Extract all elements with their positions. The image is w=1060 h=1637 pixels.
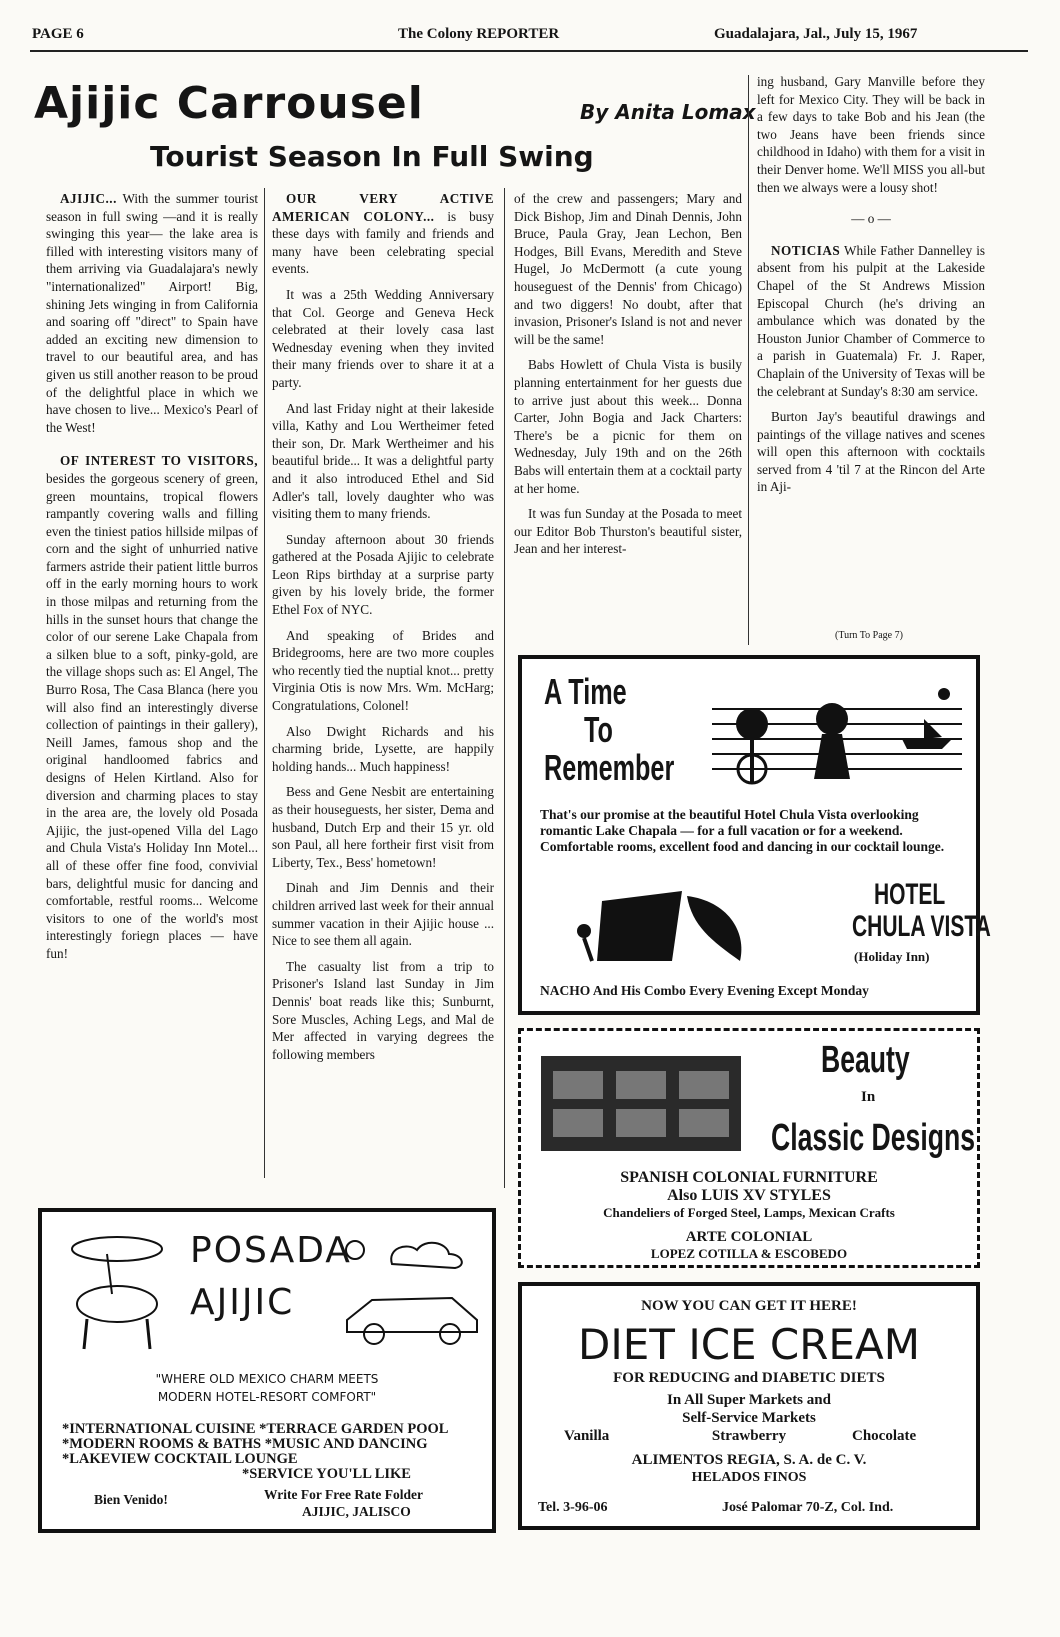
paragraph: Also Dwight Richards and his charming bride, Lysette, are happily holding hands... Much happiness!: [272, 723, 494, 774]
paragraph-text: is busy these days with family and friends and many have been celebrating special events.: [272, 208, 494, 277]
piano-illustration: [562, 881, 752, 971]
jump-line: (Turn To Page 7): [835, 630, 903, 641]
article-column-4: [757, 73, 985, 648]
column-rule: [748, 75, 749, 645]
holiday-inn-label: (Holiday Inn): [854, 949, 930, 964]
paragraph: [46, 452, 258, 962]
ad-body: [521, 1169, 977, 1262]
paragraph: [272, 190, 494, 278]
lead-in: AJIJIC...: [60, 191, 117, 206]
amenity-line: *LAKEVIEW COCKTAIL LOUNGE: [62, 1451, 298, 1467]
column-title: Ajijic Carrousel: [34, 78, 424, 129]
paragraph: The casualty list from a trip to Prisoner's Island last Sunday in Jim Dennis' boat reads like this; Sunburnt, Sore Muscles, Aching Legs, and Mal de Mer affected in varying degrees the following members: [272, 958, 494, 1062]
ad-body-text: That's our promise at the beautiful Hotel Chula Vista overlooking romantic Lake Chapala — for a full vacation or for a weekend. Comfortable rooms, excellent food and dancing in our cocktail lounge.: [540, 807, 945, 854]
paragraph: Babs Howlett of Chula Vista is busily planning entertainment for her guests due to arrive just about this week... Donna Carter, John Bogia and Jack Charters: There's be a picnic for them on Wednesday, July 19th and on the 26th Babs will entertain them at a cocktail party at her home.: [514, 357, 742, 496]
slogan-line: "WHERE OLD MEXICO CHARM MEETS: [155, 1372, 379, 1386]
article-column-1: [46, 190, 258, 1210]
paragraph-text: With the summer tourist season in full swing —and it is really swinging this year— the lake area is filled with interesting visitors many of them arriving via Guadalajara's newly "internationalized" Airport! Big, shining Jets winging in from California and soaring off "direct" to Spain have added an exciting new dimension to travel to our beautiful area, and has given us still another reason to be proud of the delightful place in which we have chosen to live... Mexico's Pearl of the West!: [46, 191, 258, 435]
paragraph: Burton Jay's beautiful drawings and paintings of the village natives and scenes will open this afternoon with cocktails served from 4 'til 7 at the Rincon del Arte in Aji-: [757, 409, 985, 495]
ad-line: In All Super Markets and: [667, 1392, 831, 1408]
paper-name: The Colony REPORTER: [398, 26, 560, 42]
article-column-2: [272, 190, 494, 1190]
ad-slogan: [42, 1370, 492, 1406]
rate-folder-offer: Write For Free Rate Folder: [264, 1487, 423, 1502]
ad-line: Self-Service Markets: [682, 1410, 816, 1426]
masthead-rule: [30, 50, 1028, 52]
flavor-vanilla: Vanilla: [564, 1428, 610, 1444]
ad-headline: Beauty: [821, 1039, 910, 1081]
paragraph: It was a 25th Wedding Anniversary that Col. George and Geneva Heck celebrated at their lovely casa last Wednesday evening when they invited their many friends over to share it at a party.: [272, 286, 494, 390]
ad-headline-connector: In: [861, 1089, 876, 1105]
paragraph: Bess and Gene Nesbit are entertaining as their houseguests, her sister, Dema and husband, Dutch Erp and their 15 yr. old son Paul, all here fortheir first visit from Liberty, Tex., Bess' hometown!: [272, 784, 494, 870]
subtitle: Tourist Season In Full Swing: [150, 140, 594, 173]
paragraph-text: While Father Dannelley is absent from his pulpit at the Lakeside Chapel of the St Andrews Mission Episcopal Church (he's driving an ambulance which was donated by the Houston Junior Chamber of Commerce to a parish in Guatemala) Fr. J. Raper, Chaplain of the University of Texas will be the celebrant at Sunday's 8:30 am service.: [757, 242, 985, 399]
ad-line: ARTE COLONIAL: [685, 1229, 813, 1245]
music-illustration: [702, 679, 972, 789]
company-tagline: HELADOS FINOS: [691, 1470, 807, 1485]
headline-line: Remember: [544, 747, 675, 788]
column-rule: [504, 188, 505, 1188]
car-illustration: [342, 1280, 482, 1350]
column-rule: [264, 188, 265, 1178]
ad-line: FOR REDUCING and DIABETIC DIETS: [613, 1370, 885, 1386]
welcome-text: Bien Venido!: [94, 1492, 168, 1507]
paragraph: ing husband, Gary Manville before they left for Mexico City. They will be back in a few days to take Bob and his Jean (the two Jeans have been friends since childhood in Idaho) with them for a visit in their Denver home. We'll MISS you all-but then we always were a lousy shot!: [757, 74, 985, 195]
hotel-name-line: AJIJIC: [190, 1282, 295, 1323]
page-number: PAGE 6: [32, 26, 84, 42]
ad-line: Also LUIS XV STYLES: [667, 1187, 831, 1204]
lead-in: NOTICIAS: [771, 242, 841, 258]
ad-kicker: NOW YOU CAN GET IT HERE!: [641, 1298, 857, 1314]
lead-in: OF INTEREST TO VISITORS,: [60, 453, 258, 469]
paragraph: Dinah and Jim Dennis and their children arrived last week for their annual summer vacation in their Ajijic house ... Nice to see them all again.: [272, 880, 494, 949]
section-separator: — o —: [851, 211, 891, 227]
hotel-name-line: POSADA: [190, 1230, 352, 1271]
sun-and-cloud-illustration: [337, 1228, 477, 1278]
byline: By Anita Lomax: [580, 100, 756, 124]
paragraph: It was fun Sunday at the Posada to meet our Editor Bob Thurston's beautiful sister, Jean and her interest-: [514, 506, 742, 557]
hotel-name: [852, 879, 1050, 943]
paragraph-text: besides the gorgeous scenery of green, green mountains, tropical flowers rampantly covering walls and filling even the tiniest patios hillside milpas of corn and the sight of unhurried native farmers astride their patient little burros off in the early morning hours to work in those milpas and returning from the hills in the sunset hours that change the color of our serene Lake Chapala from a silken blue to a soft, pinky-gold, are the village shops such as: El Angel, The Burro Rosa, The Casa Blanca (here you will also find an interestingly diverse collection of paintings in their gallery), Neill James, famous shop and the original handloomed fabrics and designs of Helen Kirtland. Also for diversion and charming places to stay in the area are, the lovely old Posada Ajijic, the just-opened Villa del Lago and Chula Vista's Holiday Inn Motel... all of these offer fine food, convivial bars, delightful music for dancing and comfortable, restful rooms... Welcome visitors to one of the world's most interestingly foriegn places — have fun!: [46, 470, 258, 961]
paragraph: And speaking of Brides and Bridegrooms, here are two more couples who recently tied the nuptial knot... pretty Virginia Otis is now Mrs. Wm. McHarg; Congratulations, Colonel!: [272, 627, 494, 714]
flavor-chocolate: Chocolate: [852, 1428, 917, 1444]
ad-line: LOPEZ COTILLA & ESCOBEDO: [650, 1246, 848, 1261]
ad-line: SPANISH COLONIAL FURNITURE: [620, 1169, 878, 1186]
paragraph: And last Friday night at their lakeside villa, Kathy and Lou Wertheimer feted their son, Dr. Mark Wertheimer and his beautiful bride... It was a delightful party and it also introduced Ethel and Sid Adler's tall, lovely daughter who was visiting them to many friends.: [272, 400, 494, 522]
headline-line: To: [584, 709, 613, 750]
masthead: [32, 22, 1022, 48]
hotel-chula-vista-ad: [518, 655, 991, 1015]
amenity-line: *SERVICE YOU'LL LIKE: [242, 1466, 411, 1482]
amenity-line: *MODERN ROOMS & BATHS *MUSIC AND DANCING: [62, 1436, 428, 1452]
lead-in: OUR VERY ACTIVE AMERICAN COLONY...: [272, 191, 494, 224]
amenities-list: [62, 1422, 448, 1482]
ad-headline: Classic Designs: [771, 1117, 976, 1159]
flavor-strawberry: Strawberry: [711, 1428, 787, 1444]
company-name: ALIMENTOS REGIA, S. A. de C. V.: [631, 1452, 867, 1468]
ad-headline: DIET ICE CREAM: [578, 1320, 920, 1369]
ad-line: Chandeliers of Forged Steel, Lamps, Mexican Crafts: [603, 1205, 895, 1220]
headline-line: A Time: [544, 671, 627, 712]
ad-footer: NACHO And His Combo Every Evening Except Monday: [540, 983, 869, 998]
slogan-line: MODERN HOTEL-RESORT COMFORT": [157, 1390, 377, 1404]
burro-rider-illustration: [62, 1224, 172, 1354]
location: AJIJIC, JALISCO: [302, 1504, 411, 1519]
paragraph: [757, 242, 985, 400]
furniture-illustration: [541, 1051, 741, 1156]
hotel-name-line: HOTEL: [874, 878, 946, 911]
amenity-line: *INTERNATIONAL CUISINE *TERRACE GARDEN POOL: [62, 1421, 449, 1437]
posada-ajijic-ad: [38, 1208, 496, 1533]
article-column-3: [514, 190, 742, 645]
address: José Palomar 70-Z, Col. Ind.: [722, 1500, 894, 1515]
dateline: Guadalajara, Jal., July 15, 1967: [714, 26, 918, 42]
arte-colonial-ad: [518, 1028, 980, 1268]
paragraph: [46, 190, 258, 436]
paragraph: of the crew and passengers; Mary and Dick Bishop, Jim and Dinah Dennis, John Bruce, Paula Gray, Jean Lechon, Ben Hodges, Bill Evans, Meredith and Steve Hugel, Jo McDermott (a cute young houseguest of the Dennis' from Chicago) and two diggers! No doubt, after that invasion, Prisoner's Island is not and never will be the same!: [514, 191, 742, 347]
phone-number: Tel. 3-96-06: [538, 1500, 608, 1515]
hotel-name-line: CHULA VISTA: [852, 910, 991, 943]
diet-ice-cream-ad: [518, 1282, 980, 1530]
paragraph: Sunday afternoon about 30 friends gathered at the Posada Ajijic to celebrate Leon Rips birthday at a surprise party given by his lovely bride, the former Ethel Fox of NYC.: [272, 531, 494, 618]
